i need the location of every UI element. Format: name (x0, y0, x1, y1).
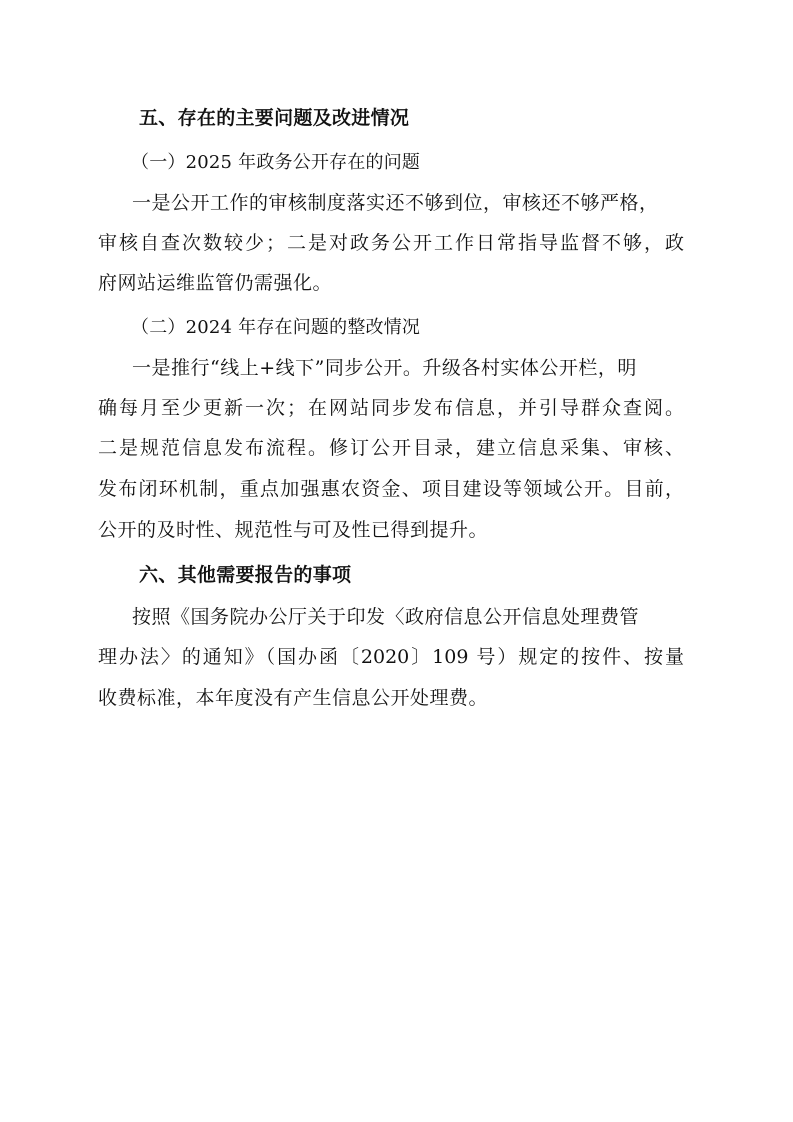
paragraph-line: 府网站运维监管仍需强化。 (98, 272, 333, 294)
paragraph-line: 审核自查次数较少；二是对政务公开工作日常指导监督不够，政 (98, 232, 684, 254)
paragraph-line: 公开的及时性、规范性与可及性已得到提升。 (98, 519, 489, 541)
section-6-heading: 六、其他需要报告的事项 (139, 564, 352, 586)
subsection-2-heading: （二）2024 年存在问题的整改情况 (131, 317, 421, 338)
section-5-heading: 五、存在的主要问题及改进情况 (139, 107, 410, 129)
paragraph-line: 按照《国务院办公厅关于印发〈政府信息公开信息处理费管 (132, 606, 640, 628)
paragraph-line: 二是规范信息发布流程。修订公开目录，建立信息采集、审核、 (98, 437, 684, 459)
paragraph-line: 一是推行“线上+线下”同步公开。升级各村实体公开栏，明 (132, 357, 637, 379)
paragraph-line: 发布闭环机制，重点加强惠农资金、项目建设等领域公开。目前， (98, 478, 684, 500)
paragraph-line: 确每月至少更新一次；在网站同步发布信息，并引导群众查阅。 (98, 397, 684, 419)
paragraph-line: 收费标准，本年度没有产生信息公开处理费。 (98, 687, 489, 709)
subsection-1-heading: （一）2025 年政务公开存在的问题 (131, 152, 421, 173)
paragraph-line: 理办法〉的通知》（国办函〔2020〕109 号）规定的按件、按量 (98, 646, 684, 668)
paragraph-line: 一是公开工作的审核制度落实还不够到位，审核还不够严格， (132, 192, 659, 214)
